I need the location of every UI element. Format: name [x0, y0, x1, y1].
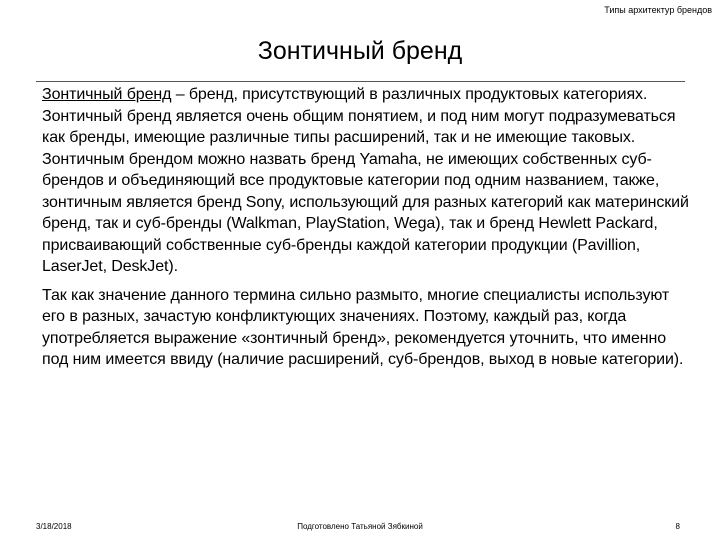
defined-term: Зонтичный бренд	[42, 86, 172, 103]
footer-date: 3/18/2018	[36, 522, 72, 531]
footer-author: Подготовлено Татьяной Зябкиной	[297, 522, 423, 531]
definition-text: – бренд, присутствующий в различных продуктовых категориях. Зонтичный бренд является очень общим понятием, и под ним могут подразумеваться как бренды, имеющие различные типы расширений, так и не имеющие таковых. Зонтичным брендом можно назвать бренд Yamaha, не имеющих собственных суб-брендов и объединяющий все продуктовые категории под одним названием, также, зонтичным является бренд Sony, использующий для разных категорий как материнский бренд, так и суб-бренды (Walkman, PlayStation, Wega), так и бренд Hewlett Packard, присваивающий собственные суб-бренды каждой категории продукции (Pavillion, LaserJet, DeskJet).	[42, 86, 689, 275]
page-number: 8	[675, 522, 680, 531]
title-divider	[36, 81, 685, 82]
running-header: Типы архитектур брендов	[604, 5, 712, 15]
usage-paragraph: Так как значение данного термина сильно размыто, многие специалисты используют его в разных, зачастую конфликтующих значениях. Поэтому, каждый раз, когда употребляется выражение «зонтичный бренд», рекомендуется уточнить, что именно под ним имеется ввиду (наличие расширений, суб-брендов, выход в новые категории).	[42, 286, 684, 368]
slide-title: Зонтичный бренд	[257, 37, 463, 65]
slide-body	[42, 84, 694, 378]
definition-paragraph	[42, 84, 694, 278]
